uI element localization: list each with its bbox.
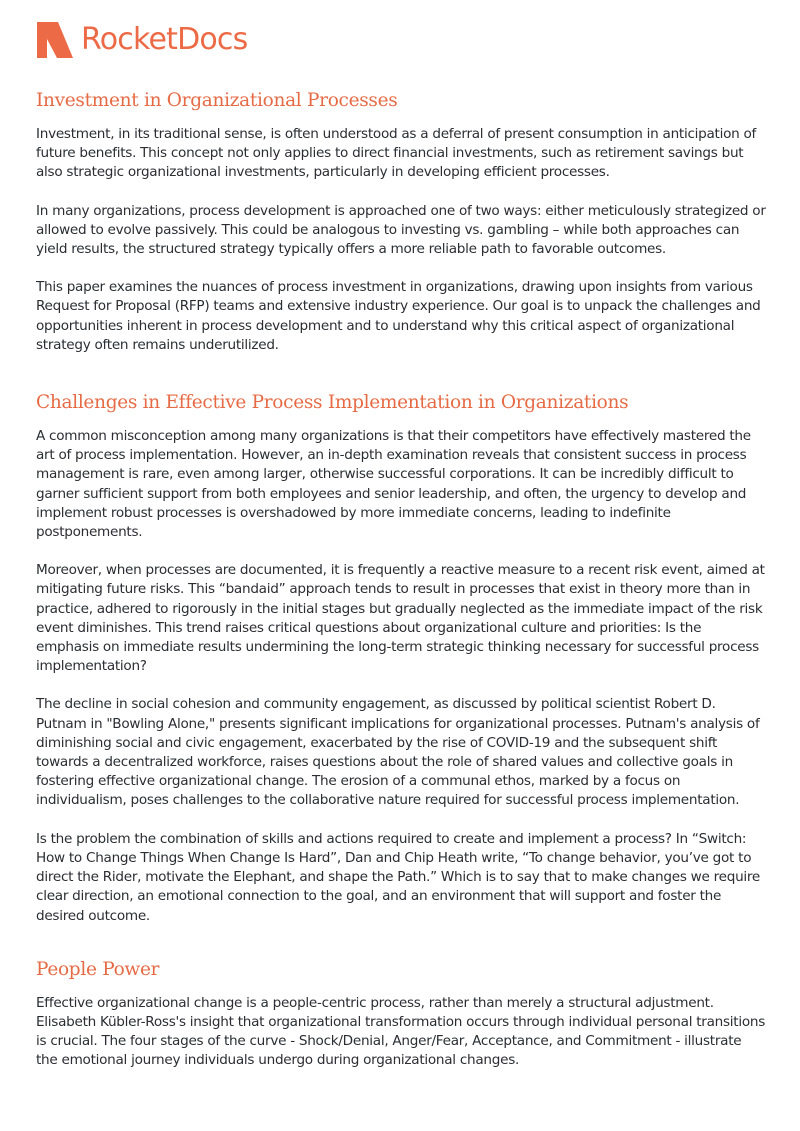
paragraph: Effective organizational change is a people-centric process, rather than merely a structural adjustment. Elisabeth Kübler-Ross's insight that organizational transformation occurs through individual personal transitions is crucial. The four stages of the curve - Shock/Denial, Anger/Fear, Acceptance, and Commitment - illustrate the emotional journey individuals undergo during organizational changes. <box>36 994 765 1069</box>
paragraph: In many organizations, process development is approached one of two ways: either meticulously strategized or allowed to evolve passively. This could be analogous to investing vs. gambling – while both approaches can yield results, the structured strategy typically offers a more reliable path to favorable outcomes. <box>36 202 766 258</box>
paragraph: Investment, in its traditional sense, is often understood as a deferral of present consumption in anticipation of future benefits. This concept not only applies to direct financial investments, such as retirement savings but also strategic organizational investments, particularly in developing efficient processes. <box>36 126 757 181</box>
paragraph: Is the problem the combination of skills and actions required to create and implement a process? In “Switch: How to Change Things When Change Is Hard”, Dan and Chip Heath write, “To change behavior, you’ve got to direct the Rider, motivate the Elephant, and shape the Path.” Which is to say that to make changes we require clear direction, an emotional connection to the goal, and an environment that will support and foster the desired outcome. <box>36 830 760 924</box>
section-investment <box>36 89 766 355</box>
paragraph: Moreover, when processes are documented, it is frequently a reactive measure to a recent risk event, aimed at mitigating future risks. This “bandaid” approach tends to result in processes that exist in theory more than in practice, adhered to rigorously in the initial stages but gradually neglected as the immediate impact of the risk event diminishes. This trend raises critical questions about organizational culture and priorities: Is the emphasis on immediate results undermining the long-term strategic thinking necessary for successful process implementation? <box>36 562 765 675</box>
brand-name: RocketDocs <box>81 22 248 57</box>
paragraph: The decline in social cohesion and community engagement, as discussed by political scientist Robert D. Putnam in "Bowling Alone," presents significant implications for organizational processes. Putnam's analysis of diminishing social and civic engagement, exacerbated by the rise of COVID-19 and the subsequent shift towards a decentralized workforce, raises questions about the role of shared values and collective goals in fostering effective organizational change. The erosion of a communal ethos, marked by a focus on individualism, poses challenges to the collaborative nature required for successful process implementation. <box>36 696 760 809</box>
paragraph: A common misconception among many organizations is that their competitors have effectively mastered the art of process implementation. However, an in-depth examination reveals that consistent success in process management is rare, even among larger, otherwise successful corporations. It can be incredibly difficult to garner sufficient support from both employees and senior leadership, and often, the urgency to develop and implement robust processes is overshadowed by more immediate concerns, leading to indefinite postponements. <box>36 428 751 541</box>
section-people-power <box>36 958 766 1071</box>
section-heading: Investment in Organizational Processes <box>36 90 398 111</box>
section-heading: People Power <box>36 958 160 980</box>
section-challenges <box>36 391 766 926</box>
document-body <box>36 89 766 1090</box>
paragraph: This paper examines the nuances of process investment in organizations, drawing upon insights from various Request for Proposal (RFP) teams and extensive industry experience. Our goal is to unpack the challenges and opportunities inherent in process development and to understand why this critical aspect of organizational strategy often remains underutilized. <box>36 279 761 353</box>
brand-logo <box>37 22 247 58</box>
rocketdocs-logo-icon <box>37 22 73 58</box>
section-heading: Challenges in Effective Process Implementation in Organizations <box>36 392 629 414</box>
